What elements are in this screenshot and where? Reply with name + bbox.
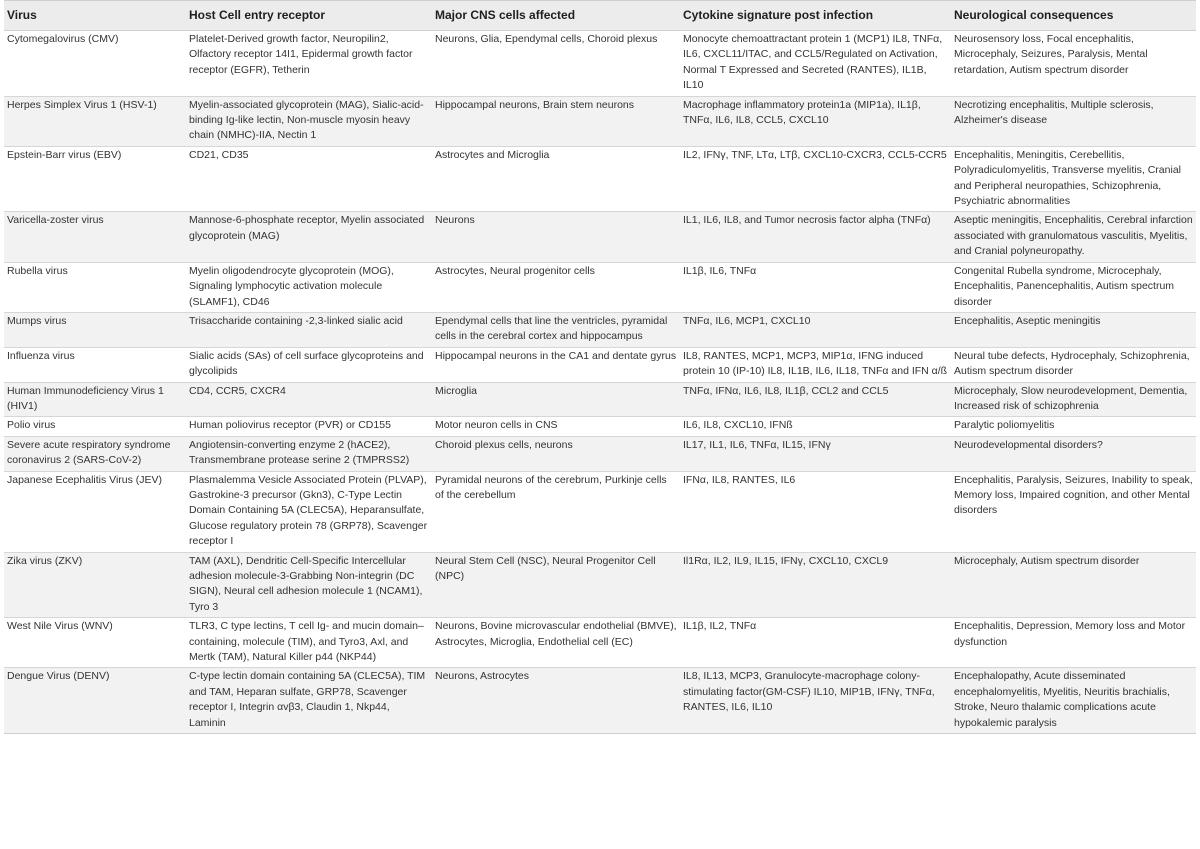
cns-cells-cell: Hippocampal neurons, Brain stem neurons (432, 96, 680, 146)
entry-receptor-cell: Myelin-associated glycoprotein (MAG), Sialic-acid-binding Ig-like lectin, Non-muscle myosin heavy chain (NMHC)-IIA, Nectin 1 (186, 96, 432, 146)
entry-receptor-cell: Angiotensin-converting enzyme 2 (hACE2), Transmembrane protease serine 2 (TMPRSS2) (186, 436, 432, 471)
virus-cns-table (4, 0, 1196, 734)
header-neurological-consequences: Neurological consequences (951, 1, 1196, 31)
neurological-consequences-cell: Encephalopathy, Acute disseminated encephalomyelitis, Myelitis, Neuritis brachialis, Stroke, Neuro thalamic complications acute hypokalemic paralysis (951, 668, 1196, 734)
cns-cells-cell: Neurons, Astrocytes (432, 668, 680, 734)
entry-receptor-cell: C-type lectin domain containing 5A (CLEC5A), TIM and TAM, Heparan sulfate, GRP78, Scavenger receptor I, Integrin αvβ3, Claudin 1, Nkp44, Laminin (186, 668, 432, 734)
neurological-consequences-cell: Aseptic meningitis, Encephalitis, Cerebral infarction associated with granulomatous vasculitis, Myelitis, and Cranial polyneuropathy. (951, 212, 1196, 262)
header-virus: Virus (4, 1, 186, 31)
virus-cell: Cytomegalovirus (CMV) (4, 31, 186, 97)
table-row (4, 96, 1196, 146)
cytokine-signature-cell: IL17, IL1, IL6, TNFα, IL15, IFNγ (680, 436, 951, 471)
cns-cells-cell: Hippocampal neurons in the CA1 and dentate gyrus (432, 347, 680, 382)
neurological-consequences-cell: Neurosensory loss, Focal encephalitis, Microcephaly, Seizures, Paralysis, Mental retardation, Autism spectrum disorder (951, 31, 1196, 97)
cns-cells-cell: Neurons (432, 212, 680, 262)
cytokine-signature-cell: Monocyte chemoattractant protein 1 (MCP1) IL8, TNFα, IL6, CXCL11/ITAC, and CCL5/Regulated on Activation, Normal T Expressed and Secreted (RANTES), IL1B, IL10 (680, 31, 951, 97)
header-cytokine-signature: Cytokine signature post infection (680, 1, 951, 31)
cytokine-signature-cell: IL1β, IL2, TNFα (680, 618, 951, 668)
table-row (4, 436, 1196, 471)
neurological-consequences-cell: Necrotizing encephalitis, Multiple sclerosis, Alzheimer's disease (951, 96, 1196, 146)
entry-receptor-cell: Plasmalemma Vesicle Associated Protein (PLVAP), Gastrokine-3 precursor (Gkn3), C-Type Lectin Domain Containing 5A (CLEC5A), Heparansulfate, Glucose regulatory protein 78 (GRP78), Scavenger receptor I (186, 471, 432, 552)
cytokine-signature-cell: IL1β, IL6, TNFα (680, 262, 951, 312)
cns-cells-cell: Motor neuron cells in CNS (432, 417, 680, 436)
table-row (4, 212, 1196, 262)
virus-cell: Influenza virus (4, 347, 186, 382)
table-row (4, 668, 1196, 734)
cns-cells-cell: Neural Stem Cell (NSC), Neural Progenitor Cell (NPC) (432, 552, 680, 618)
cytokine-signature-cell: Il1Rα, IL2, IL9, IL15, IFNγ, CXCL10, CXCL9 (680, 552, 951, 618)
virus-cell: Human Immunodeficiency Virus 1 (HIV1) (4, 382, 186, 417)
table-row (4, 417, 1196, 436)
table-row (4, 347, 1196, 382)
virus-cell: Severe acute respiratory syndrome coronavirus 2 (SARS-CoV-2) (4, 436, 186, 471)
header-row (4, 1, 1196, 31)
entry-receptor-cell: Mannose-6-phosphate receptor, Myelin associated glycoprotein (MAG) (186, 212, 432, 262)
header-entry-receptor: Host Cell entry receptor (186, 1, 432, 31)
cytokine-signature-cell: IFNα, IL8, RANTES, IL6 (680, 471, 951, 552)
virus-cell: Polio virus (4, 417, 186, 436)
cytokine-signature-cell: TNFα, IFNα, IL6, IL8, IL1β, CCL2 and CCL5 (680, 382, 951, 417)
entry-receptor-cell: Myelin oligodendrocyte glycoprotein (MOG), Signaling lymphocytic activation molecule (SLAMF1), CD46 (186, 262, 432, 312)
neurological-consequences-cell: Neurodevelopmental disorders? (951, 436, 1196, 471)
entry-receptor-cell: CD21, CD35 (186, 146, 432, 212)
cns-cells-cell: Microglia (432, 382, 680, 417)
table-row (4, 312, 1196, 347)
entry-receptor-cell: Platelet-Derived growth factor, Neuropilin2, Olfactory receptor 14I1, Epidermal growth factor receptor (EGFR), Tetherin (186, 31, 432, 97)
table-row (4, 618, 1196, 668)
virus-cell: Japanese Ecephalitis Virus (JEV) (4, 471, 186, 552)
table-row (4, 146, 1196, 212)
neurological-consequences-cell: Encephalitis, Depression, Memory loss and Motor dysfunction (951, 618, 1196, 668)
cns-cells-cell: Choroid plexus cells, neurons (432, 436, 680, 471)
header-cns-cells: Major CNS cells affected (432, 1, 680, 31)
cns-cells-cell: Neurons, Bovine microvascular endothelial (BMVE), Astrocytes, Microglia, Endothelial cell (EC) (432, 618, 680, 668)
neurological-consequences-cell: Congenital Rubella syndrome, Microcephaly, Encephalitis, Panencephalitis, Autism spectrum disorder (951, 262, 1196, 312)
table-body (4, 31, 1196, 734)
virus-cell: Mumps virus (4, 312, 186, 347)
cns-cells-cell: Astrocytes and Microglia (432, 146, 680, 212)
neurological-consequences-cell: Microcephaly, Autism spectrum disorder (951, 552, 1196, 618)
cytokine-signature-cell: IL8, IL13, MCP3, Granulocyte-macrophage colony-stimulating factor(GM-CSF) IL10, MIP1B, IFNγ, TNFα, RANTES, IL6, IL10 (680, 668, 951, 734)
cytokine-signature-cell: IL2, IFNγ, TNF, LTα, LTβ, CXCL10-CXCR3, CCL5-CCR5 (680, 146, 951, 212)
neurological-consequences-cell: Microcephaly, Slow neurodevelopment, Dementia, Increased risk of schizophrenia (951, 382, 1196, 417)
neurological-consequences-cell: Neural tube defects, Hydrocephaly, Schizophrenia, Autism spectrum disorder (951, 347, 1196, 382)
virus-cell: Herpes Simplex Virus 1 (HSV-1) (4, 96, 186, 146)
virus-cell: Varicella-zoster virus (4, 212, 186, 262)
entry-receptor-cell: Sialic acids (SAs) of cell surface glycoproteins and glycolipids (186, 347, 432, 382)
cns-cells-cell: Ependymal cells that line the ventricles, pyramidal cells in the cerebral cortex and hippocampus (432, 312, 680, 347)
entry-receptor-cell: TLR3, C type lectins, T cell Ig- and mucin domain–containing, molecule (TIM), and Tyro3, Axl, and Mertk (TAM), Natural Killer p44 (NKP44) (186, 618, 432, 668)
virus-cell: Dengue Virus (DENV) (4, 668, 186, 734)
cytokine-signature-cell: Macrophage inflammatory protein1a (MIP1a), IL1β, TNFα, IL6, IL8, CCL5, CXCL10 (680, 96, 951, 146)
table-row (4, 471, 1196, 552)
neurological-consequences-cell: Encephalitis, Aseptic meningitis (951, 312, 1196, 347)
cns-cells-cell: Astrocytes, Neural progenitor cells (432, 262, 680, 312)
cns-cells-cell: Neurons, Glia, Ependymal cells, Choroid plexus (432, 31, 680, 97)
neurological-consequences-cell: Encephalitis, Meningitis, Cerebellitis, Polyradiculomyelitis, Transverse myelitis, Cranial and Peripheral neuropathies, Schizophrenia, Psychiatric abnormalities (951, 146, 1196, 212)
cytokine-signature-cell: IL8, RANTES, MCP1, MCP3, MIP1α, IFNG induced protein 10 (IP-10) IL8, IL1B, IL6, IL18, TNFα and IFN α/ß (680, 347, 951, 382)
table-row (4, 31, 1196, 97)
virus-cell: Rubella virus (4, 262, 186, 312)
table-header (4, 1, 1196, 31)
entry-receptor-cell: Trisaccharide containing -2,3-linked sialic acid (186, 312, 432, 347)
cytokine-signature-cell: IL6, IL8, CXCL10, IFNß (680, 417, 951, 436)
neurological-consequences-cell: Encephalitis, Paralysis, Seizures, Inability to speak, Memory loss, Impaired cognition, and other Mental disorders (951, 471, 1196, 552)
entry-receptor-cell: Human poliovirus receptor (PVR) or CD155 (186, 417, 432, 436)
neurological-consequences-cell: Paralytic poliomyelitis (951, 417, 1196, 436)
entry-receptor-cell: TAM (AXL), Dendritic Cell-Specific Intercellular adhesion molecule-3-Grabbing Non-integrin (DC SIGN), Neural cell adhesion molecule 1 (NCAM1), Tyro 3 (186, 552, 432, 618)
entry-receptor-cell: CD4, CCR5, CXCR4 (186, 382, 432, 417)
virus-cell: Zika virus (ZKV) (4, 552, 186, 618)
cns-cells-cell: Pyramidal neurons of the cerebrum, Purkinje cells of the cerebellum (432, 471, 680, 552)
cytokine-signature-cell: TNFα, IL6, MCP1, CXCL10 (680, 312, 951, 347)
table-row (4, 262, 1196, 312)
cytokine-signature-cell: IL1, IL6, IL8, and Tumor necrosis factor alpha (TNFα) (680, 212, 951, 262)
virus-cell: West Nile Virus (WNV) (4, 618, 186, 668)
virus-cell: Epstein-Barr virus (EBV) (4, 146, 186, 212)
table-row (4, 382, 1196, 417)
table-row (4, 552, 1196, 618)
